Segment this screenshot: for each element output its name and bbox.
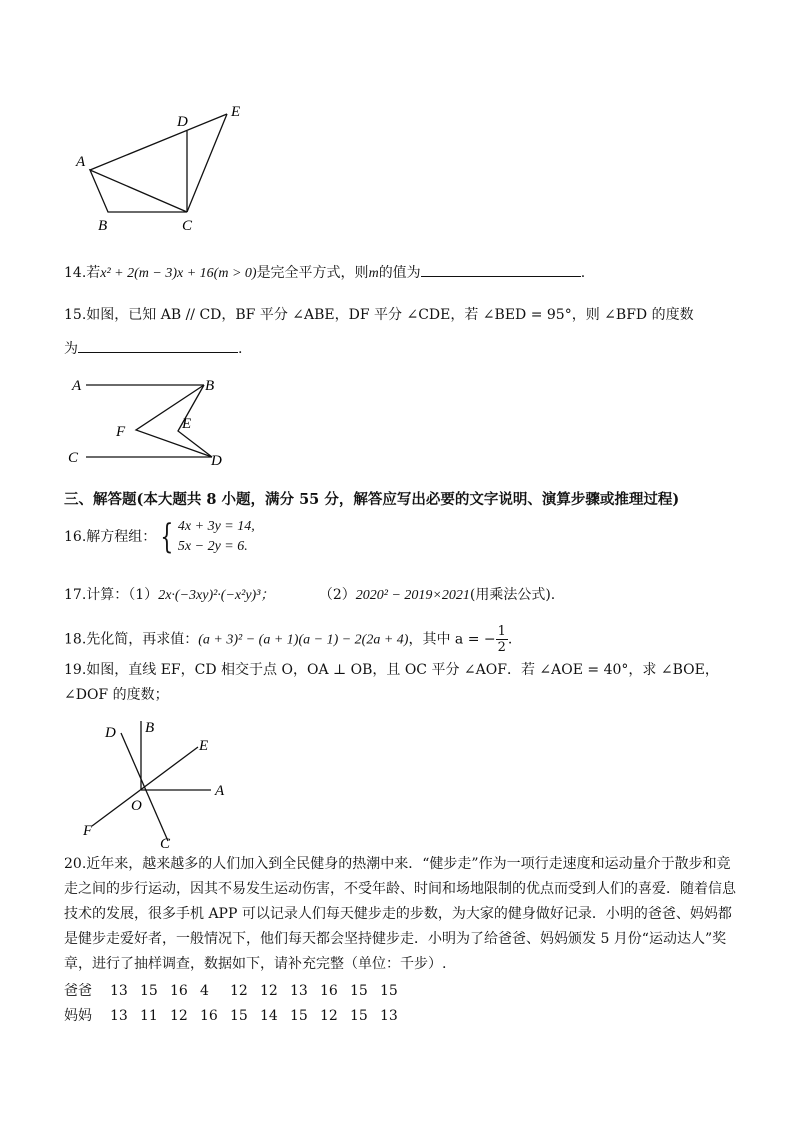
- q17-part2-label: （2）: [318, 587, 356, 603]
- q14-post: 的值为: [378, 265, 421, 281]
- figure-intersecting-lines: [78, 716, 238, 851]
- data-value: 13: [380, 1008, 398, 1024]
- q17-part1: 2x·(−3xy)²·(−x²y)³；: [158, 588, 275, 603]
- q14-variable: m: [368, 266, 379, 281]
- data-value: 4: [200, 983, 209, 999]
- label-e: E: [182, 416, 192, 432]
- question-18: [64, 624, 512, 655]
- triangle-abc: [90, 170, 187, 212]
- q15-line1: 如图，已知 AB // CD，BF 平分 ∠ABE，DF 平分 ∠CDE，若 ∠BED = 95°，则 ∠BFD 的度数: [86, 307, 694, 323]
- segment-ec: [187, 114, 227, 212]
- paragraph-text: 近年来，越来越多的人们加入到全民健身的热潮中来．“健步走”作为一项行走速度和运动量介于散步和竞: [86, 856, 731, 872]
- question-20: [64, 852, 734, 1029]
- answer-blank[interactable]: [421, 262, 581, 277]
- data-value: 11: [140, 1008, 158, 1024]
- q17-text: 计算：（1）: [86, 587, 159, 603]
- figure-parallel-lines: [64, 372, 234, 472]
- data-value: 16: [320, 983, 338, 999]
- data-value: 15: [380, 983, 398, 999]
- label-a: A: [72, 378, 82, 394]
- question-17: [64, 584, 555, 607]
- label-f: F: [116, 424, 126, 440]
- figure-quadrilateral: [70, 98, 260, 238]
- question-number: 17.: [64, 587, 87, 603]
- data-row-mom: [64, 1004, 734, 1029]
- question-15: [64, 304, 694, 326]
- data-value: 15: [350, 1008, 368, 1024]
- q18-text: 先化简，再求值：: [86, 631, 199, 648]
- q18-expression: (a + 3)² − (a + 1)(a − 1) − 2(2a + 4): [198, 632, 409, 648]
- question-number: 20.: [64, 856, 87, 872]
- label-d: D: [177, 114, 188, 130]
- data-value: 16: [200, 1008, 218, 1024]
- paragraph-line: 章，进行了抽样调查，数据如下，请补充完整（单位：千步）.: [64, 956, 447, 972]
- q15-end: .: [238, 341, 243, 357]
- section-heading: 三、解答题(本大题共 8 小题，满分 55 分，解答应写出必要的文字说明、演算步骤或推理过程): [64, 491, 680, 508]
- label-d: D: [211, 453, 222, 469]
- q15-line2: 为: [64, 341, 78, 357]
- label-d: D: [105, 725, 116, 741]
- label-c: C: [68, 450, 79, 466]
- question-16: [64, 517, 255, 557]
- data-value: 14: [260, 1008, 278, 1024]
- question-number: 19.: [64, 662, 87, 678]
- data-value: 15: [350, 983, 368, 999]
- q14-end: .: [580, 265, 586, 281]
- question-number: 16.: [64, 529, 87, 545]
- paragraph-line: 是健步走爱好者，一般情况下，他们每天都会坚持健步走．小明为了给爸爸、妈妈颁发 5 月份“运动达人”奖: [64, 931, 727, 947]
- label-c: C: [182, 218, 193, 234]
- path-bfd: [136, 385, 212, 457]
- q14-prefix: 若: [86, 265, 101, 281]
- question-19-line2: ∠DOF 的度数；: [64, 687, 169, 703]
- q18-condition: ，其中 a = −: [408, 631, 496, 648]
- paragraph-line: [64, 852, 734, 877]
- q19-line1: 如图，直线 EF，CD 相交于点 O，OA ⊥ OB，且 OC 平分 ∠AOF．若 ∠AOE = 40°，求 ∠BOE，: [86, 662, 719, 678]
- label-a: A: [215, 783, 225, 799]
- q14-mid: 是完全平方式，则: [256, 265, 369, 281]
- data-value: 15: [230, 1008, 248, 1024]
- data-value: 15: [140, 983, 158, 999]
- question-15-line2: [64, 338, 242, 360]
- equation-1: 4x + 3y = 14,: [177, 519, 255, 534]
- paragraph-line: 技术的发展，很多手机 APP 可以记录人们每天健步走的步数，为大家的健身做好记录．小明的爸爸、妈妈都: [64, 906, 732, 922]
- label-e: E: [231, 104, 241, 120]
- q16-text: 解方程组：: [86, 529, 157, 545]
- question-number: 18.: [64, 631, 87, 648]
- label-o: O: [131, 798, 142, 814]
- question-14: [64, 262, 585, 285]
- label-a: A: [76, 154, 86, 170]
- fraction: [496, 624, 508, 655]
- data-value: 12: [320, 1008, 338, 1024]
- data-value: 13: [290, 983, 308, 999]
- data-value: 12: [260, 983, 278, 999]
- q14-expression: x² + 2(m − 3)x + 16(m > 0): [100, 266, 257, 281]
- label-e: E: [199, 738, 209, 754]
- data-value: 13: [110, 983, 128, 999]
- q17-part2-note: (用乘法公式).: [469, 587, 556, 603]
- data-value: 13: [110, 1008, 128, 1024]
- data-value: 12: [230, 983, 248, 999]
- question-number: 14.: [64, 265, 87, 281]
- data-value: 12: [170, 1008, 188, 1024]
- q18-end: .: [507, 631, 513, 648]
- answer-blank[interactable]: [78, 338, 238, 353]
- label-c: C: [160, 836, 171, 851]
- data-value: 15: [290, 1008, 308, 1024]
- equation-2: 5x − 2y = 6.: [177, 539, 248, 554]
- segment-ae: [90, 114, 227, 170]
- question-19: [64, 659, 719, 681]
- label-b: B: [145, 720, 155, 736]
- fraction-numerator: 1: [497, 624, 506, 639]
- fraction-denominator: 2: [497, 640, 506, 655]
- line-fe: [92, 747, 198, 826]
- paragraph-line: 走之间的步行运动，因其不易发生运动伤害，不受年龄、时间和场地限制的优点而受到人们的喜爱．随着信息: [64, 881, 736, 897]
- q17-part2: 2020² − 2019×2021: [355, 588, 470, 603]
- label-b: B: [205, 378, 215, 394]
- brace-symbol: {: [160, 517, 174, 557]
- data-row-dad: [64, 979, 734, 1004]
- data-value: 16: [170, 983, 188, 999]
- label-b: B: [98, 218, 108, 234]
- label-f: F: [83, 823, 93, 839]
- equation-system: [178, 517, 255, 557]
- question-number: 15.: [64, 307, 87, 323]
- row-label: 爸爸: [64, 983, 92, 999]
- row-label: 妈妈: [64, 1008, 92, 1024]
